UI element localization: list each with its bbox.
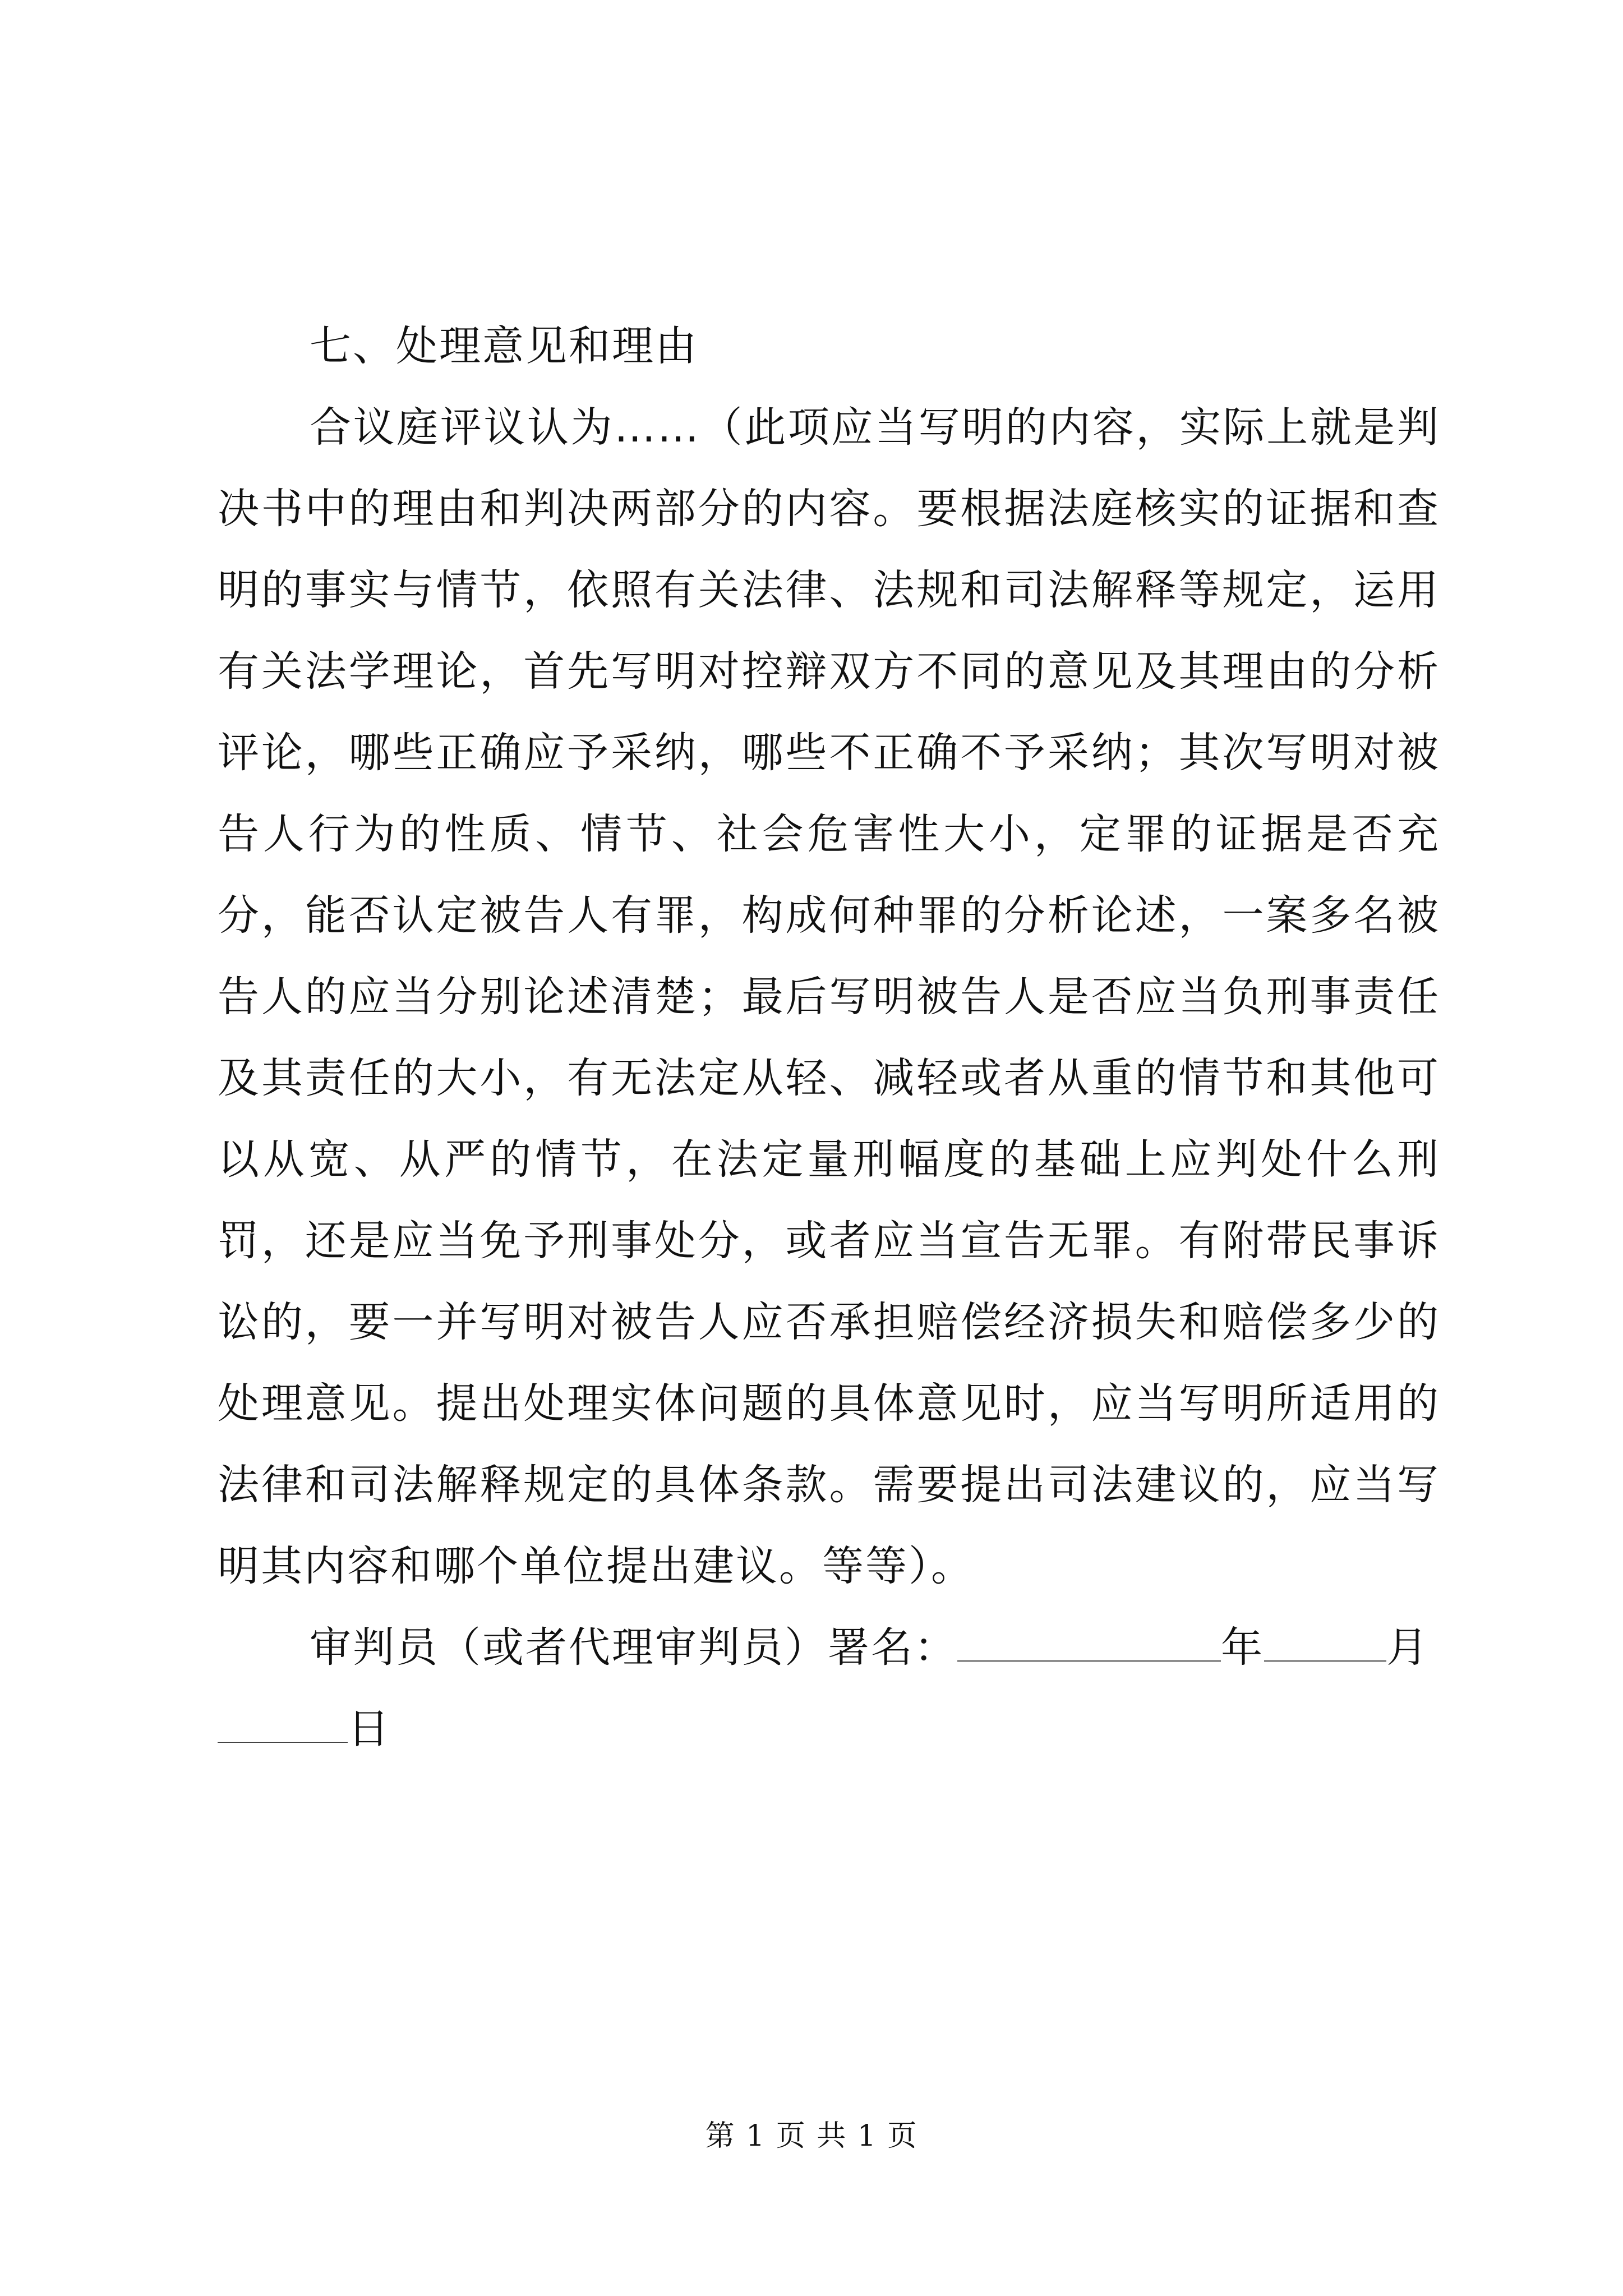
page-footer: 第 1 页 共 1 页 — [705, 2119, 918, 2153]
year-label: 年 — [1221, 1623, 1264, 1672]
section-heading: 七、处理意见和理由 — [310, 322, 698, 370]
signature-label: 审判员（或者代理审判员）署名： — [310, 1623, 957, 1672]
body-paragraph: 合议庭评议认为……（此项应当写明的内容，实际上就是判决书中的理由和判决两部分的内容。要根据法庭核实的证据和查明的事实与情节，依照有关法律、法规和司法解释等规定，运用有关法学理论，首先写明对控辩双方不同的意见及其理由的分析评论，哪些正确应予采纳，哪些不正确不予采纳；其次写明对被告人行为的性质、情节、社会危害性大小，定罪的证据是否充分，能否认定被告人有罪，构成何种罪的分析论述，一案多名被告人的应当分别论述清楚；最后写明被告人是否应当负刑事责任及其责任的大小，有无法定从轻、减轻或者从重的情节和其他可以从宽、从严的情节，在法定量刑幅度的基础上应判处什么刑罚，还是应当免予刑事处分，或者应当宣告无罪。有附带民事诉讼的，要一并写明对被告人应否承担赔偿经济损失和赔偿多少的处理意见。提出处理实体问题的具体意见时，应当写明所适用的法律和司法解释规定的具体条款。需要提出司法建议的，应当写明其内容和哪个单位提出建议。等等）。 — [218, 403, 1440, 1590]
month-blank — [1264, 1623, 1386, 1662]
day-label: 日 — [348, 1705, 391, 1753]
signature-blank — [957, 1623, 1221, 1662]
day-blank — [218, 1704, 348, 1743]
document-content — [218, 306, 1440, 1770]
signature-line — [218, 1607, 1440, 1770]
month-label: 月 — [1386, 1623, 1430, 1672]
